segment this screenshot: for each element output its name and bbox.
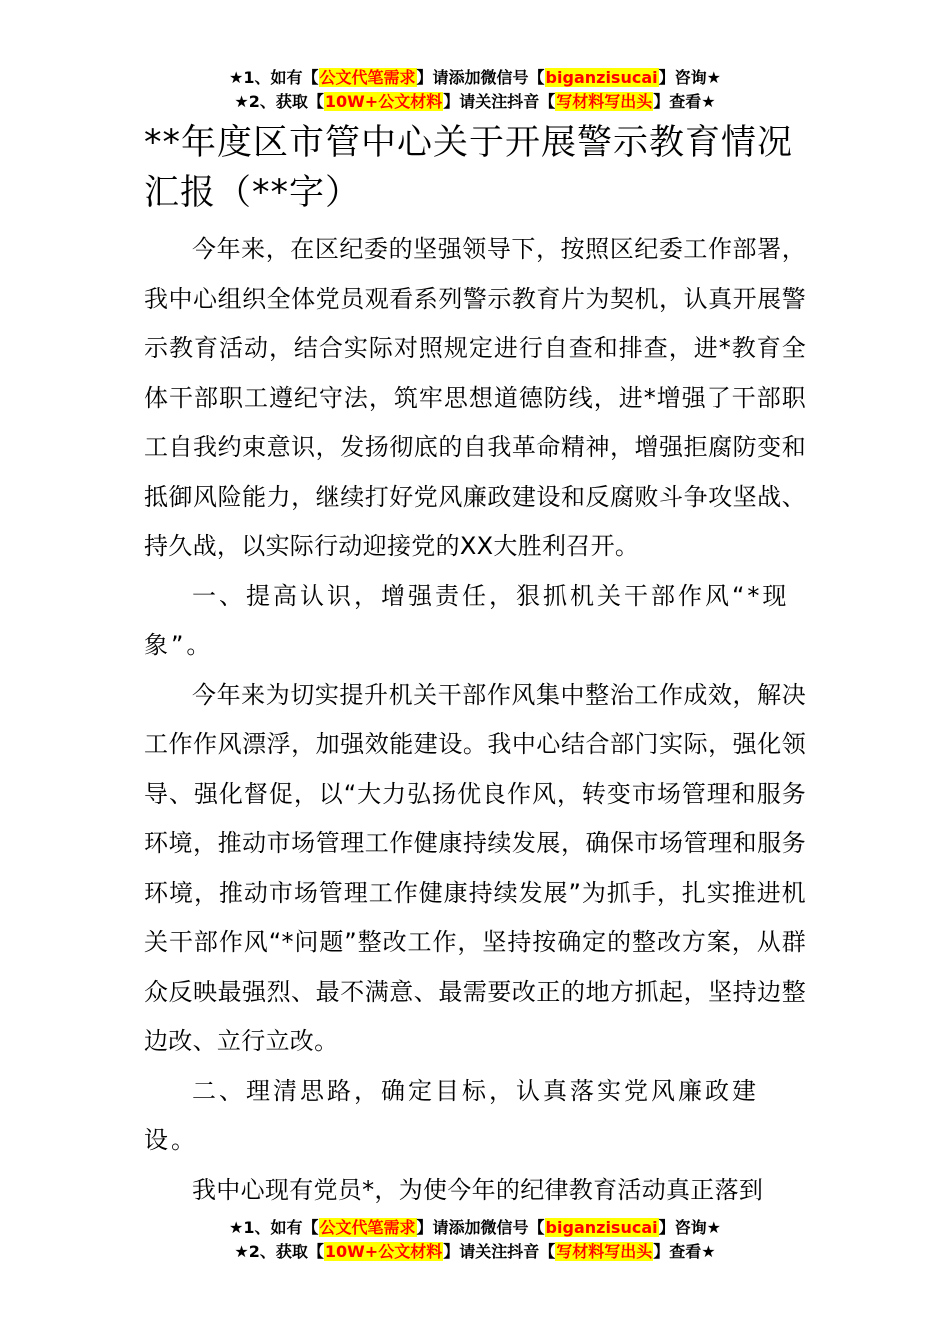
footer-banner — [0, 1216, 950, 1264]
banner-highlight: biganzisucai — [545, 68, 658, 87]
banner-line-1: ★1、如有【公文代笔需求】请添加微信号【biganzisucai】咨询★ — [229, 1218, 721, 1237]
banner-line-2: ★2、获取【10W+公文材料】请关注抖音【写材料写出头】查看★ — [234, 1242, 716, 1261]
banner-line-2: ★2、获取【10W+公文材料】请关注抖音【写材料写出头】查看★ — [234, 92, 716, 111]
document-title: **年度区市管中心关于开展警示教育情况汇报（**字） — [144, 123, 794, 213]
banner-highlight: 公文代笔需求 — [319, 1218, 416, 1237]
paragraph-section-1: 今年来为切实提升机关干部作风集中整治工作成效，解决工作作风漂浮，加强效能建设。我中心结合部门实际，强化领导、强化督促，以“大力弘扬优良作风，转变市场管理和服务环境，推动市场管理工作健康持续发展，确保市场管理和服务环境，推动市场管理工作健康持续发展”为抓手，扎实推进机关干部作风“*问题”整改工作，坚持按确定的整改方案，从群众反映最强烈、最不满意、最需要改正的地方抓起，坚持边整边改、立行立改。 — [144, 680, 806, 1055]
banner-highlight: biganzisucai — [545, 1218, 658, 1237]
paragraph-intro: 今年来，在区纪委的坚强领导下，按照区纪委工作部署，我中心组织全体党员观看系列警示教育片为契机，认真开展警示教育活动，结合实际对照规定进行自查和排查，进*教育全体干部职工遵纪守法，筑牢思想道德防线，进*增强了干部职工自我约束意识，发扬彻底的自我革命精神，增强拒腐防变和抵御风险能力，继续打好党风廉政建设和反腐败斗争攻坚战、持久战，以实际行动迎接党的XX大胜利召开。 — [144, 235, 806, 560]
document-body — [144, 118, 806, 1215]
banner-highlight: 10W+公文材料 — [324, 92, 443, 111]
paragraph-section-2: 我中心现有党员*，为使今年的纪律教育活动真正落到 — [192, 1175, 764, 1204]
section-heading-2: 二、理清思路，确定目标，认真落实党风廉政建设。 — [144, 1076, 759, 1154]
section-heading-1: 一、提高认识，增强责任，狠抓机关干部作风“*现象”。 — [144, 581, 790, 659]
banner-highlight: 写材料写出头 — [556, 1242, 653, 1261]
banner-highlight: 公文代笔需求 — [319, 68, 416, 87]
banner-line-1: ★1、如有【公文代笔需求】请添加微信号【biganzisucai】咨询★ — [229, 68, 721, 87]
banner-highlight: 10W+公文材料 — [324, 1242, 443, 1261]
header-banner — [0, 66, 950, 114]
banner-highlight: 写材料写出头 — [556, 92, 653, 111]
